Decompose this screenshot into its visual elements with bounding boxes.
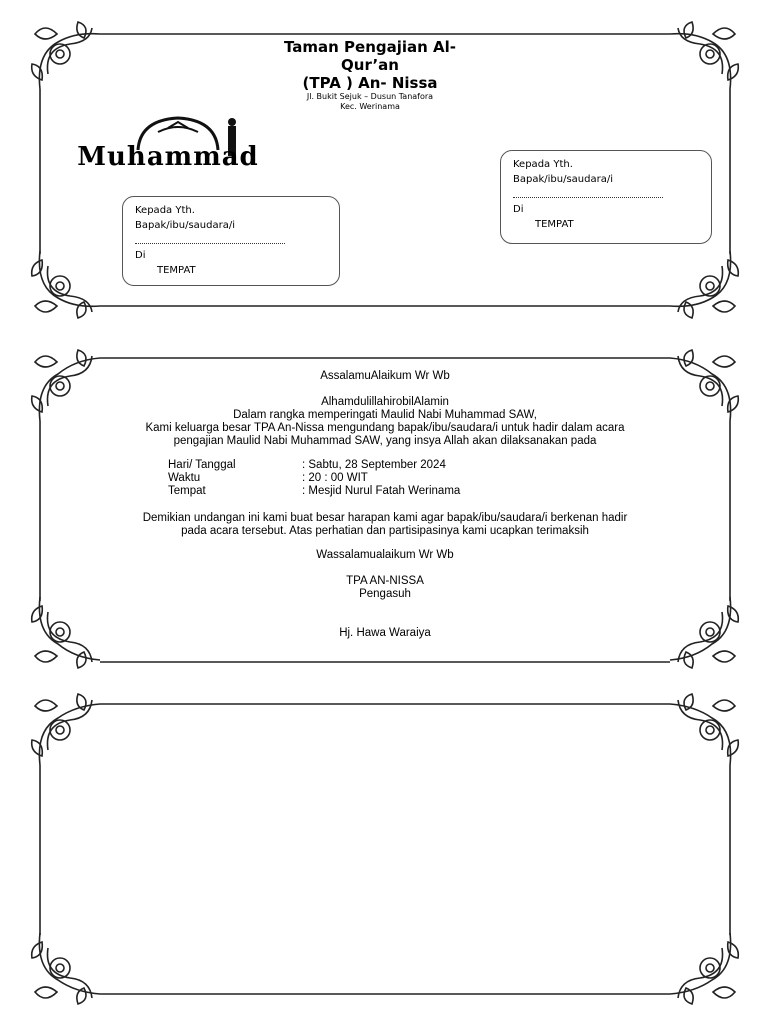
detail-label-time: Waktu <box>168 472 201 484</box>
opening-paragraph <box>70 396 700 448</box>
title-line-2: Qur’an <box>341 56 399 74</box>
header-address <box>250 92 490 112</box>
detail-label-place: Tempat <box>168 485 206 497</box>
ornamental-border <box>30 346 740 672</box>
signer-role: Pengasuh <box>359 588 411 600</box>
muhammad-logo <box>68 112 268 182</box>
di-label: Di <box>135 250 146 261</box>
recipient-line-2: Bapak/ibu/saudara/i <box>513 174 613 185</box>
organization-name: TPA AN-NISSA <box>346 575 424 587</box>
recipient-name-blank <box>135 233 285 244</box>
logo-wordmark: Muhammad <box>77 142 259 172</box>
recipient-line-2: Bapak/ibu/saudara/i <box>135 220 235 231</box>
greeting: AssalamuAlaikum Wr Wb <box>320 370 450 382</box>
detail-value-time: : 20 : 00 WIT <box>302 472 368 484</box>
recipient-name-blank <box>513 187 663 198</box>
address-line-1: Jl. Bukit Sejuk – Dusun Tanafora <box>306 92 434 101</box>
farewell: Wassalamualaikum Wr Wb <box>316 549 454 561</box>
title-line-3: (TPA ) An- Nissa <box>302 74 438 92</box>
recipient-line-1: Kepada Yth. <box>513 159 573 170</box>
tempat-label: TEMPAT <box>535 219 574 230</box>
address-line-2: Kec. Werinama <box>340 102 400 111</box>
tempat-label: TEMPAT <box>157 265 196 276</box>
blank-card <box>30 690 740 1008</box>
paragraph-line-2: Kami keluarga besar TPA An-Nissa mengundang bapak/ibu/saudara/i untuk hadir dalam acara <box>145 422 625 434</box>
closing-line-2: pada acara tersebut. Atas perhatian dan partisipasinya kami ucapkan terimaksih <box>181 525 589 537</box>
recipient-line-1: Kepada Yth. <box>135 205 195 216</box>
signature-block <box>70 575 700 601</box>
di-label: Di <box>513 204 524 215</box>
paragraph-line-3: pengajian Maulid Nabi Muhammad SAW, yang insya Allah akan dilaksanakan pada <box>173 435 597 447</box>
paragraph-line-1: Dalam rangka memperingati Maulid Nabi Muhammad SAW, <box>233 409 537 421</box>
closing-line-1: Demikian undangan ini kami buat besar harapan kami agar bapak/ibu/saudara/i berkenan hadir <box>142 512 628 524</box>
closing-paragraph <box>70 512 700 538</box>
detail-value-date: : Sabtu, 28 September 2024 <box>302 459 446 471</box>
praise-line: AlhamdulillahirobilAlamin <box>321 396 449 408</box>
title-line-1: Taman Pengajian Al- <box>283 38 457 56</box>
address-box-right <box>500 150 712 244</box>
envelope-card <box>30 14 740 326</box>
detail-value-place: : Mesjid Nurul Fatah Werinama <box>302 485 461 497</box>
detail-label-date: Hari/ Tanggal <box>168 459 236 471</box>
address-box-left <box>122 196 340 286</box>
header-title <box>250 38 490 92</box>
ornamental-border <box>30 690 740 1008</box>
invitation-letter-card <box>30 346 740 672</box>
signer-name: Hj. Hawa Waraiya <box>339 627 431 639</box>
